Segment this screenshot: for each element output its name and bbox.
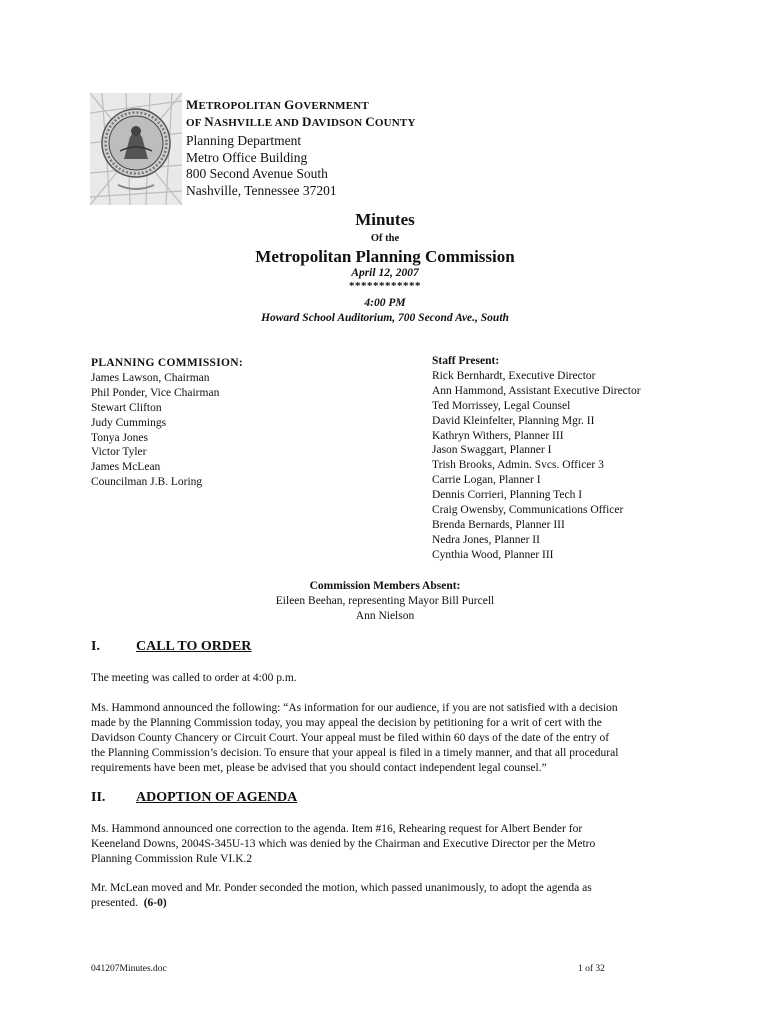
member: James McLean xyxy=(91,461,161,474)
text-line: Mr. McLean moved and Mr. Ponder seconded the motion, which passed unanimously, to adopt the agenda as xyxy=(91,882,592,894)
staff-member: Dennis Corrieri, Planning Tech I xyxy=(432,489,583,502)
absent-member: Eileen Beehan, representing Mayor Bill Purcell xyxy=(275,595,495,607)
meeting-location: Howard School Auditorium, 700 Second Ave., South xyxy=(261,312,509,324)
absent-member: Ann Nielson xyxy=(355,610,415,622)
staff-present xyxy=(432,354,641,563)
org-line-1: METROPOLITAN GOVERNMENT xyxy=(186,97,369,112)
section-number: II. xyxy=(91,790,106,805)
staff-heading: Staff Present: xyxy=(432,355,500,367)
staff-member: Nedra Jones, Planner II xyxy=(432,533,540,546)
address-line: 800 Second Avenue South xyxy=(186,166,328,181)
commission-members xyxy=(91,356,243,490)
text-line: Davidson County Chancery or Circuit Court. Your appeal must be filed within 60 days of the date of the entry of xyxy=(91,732,610,744)
footer-page-number: 1 of 32 xyxy=(578,964,605,974)
organization-name xyxy=(186,97,416,131)
text-line: Ms. Hammond announced the following: “As information for our audience, if you are not satisfied with a decision xyxy=(91,702,618,714)
footer-filename: 041207Minutes.doc xyxy=(91,964,167,974)
member: Tonya Jones xyxy=(91,431,149,444)
staff-member: Rick Bernhardt, Executive Director xyxy=(432,369,596,382)
address-line: Metro Office Building xyxy=(186,149,308,165)
section-heading-call-to-order xyxy=(91,639,251,655)
member: Judy Cummings xyxy=(91,416,167,429)
text-line: Ms. Hammond announced one correction to the agenda. Item #16, Rehearing request for Albert Bender for xyxy=(91,823,583,835)
text-line xyxy=(91,896,691,911)
staff-member: David Kleinfelter, Planning Mgr. II xyxy=(432,414,595,427)
org-line-2: OF NASHVILLE AND DAVIDSON COUNTY xyxy=(186,114,416,129)
member: Phil Ponder, Vice Chairman xyxy=(91,386,220,399)
staff-member: Ted Morrissey, Legal Counsel xyxy=(432,399,571,412)
meeting-time: 4:00 PM xyxy=(364,297,406,309)
staff-member: Cynthia Wood, Planner III xyxy=(432,548,554,561)
separator: ************ xyxy=(349,280,421,292)
member: James Lawson, Chairman xyxy=(91,371,210,384)
text-line: the Planning Commission’s decision. To ensure that your appeal is filed in a timely manner, and that all procedural xyxy=(91,747,619,759)
commission-heading: PLANNING COMMISSION: xyxy=(91,357,243,369)
staff-member: Brenda Bernards, Planner III xyxy=(432,518,565,531)
staff-member: Carrie Logan, Planner I xyxy=(432,474,541,487)
section-number: I. xyxy=(91,639,100,654)
address-line: Planning Department xyxy=(186,133,302,148)
text-line: requirements have been met, please be advised that you should contact independent legal counsel.” xyxy=(91,762,547,774)
section-title: CALL TO ORDER xyxy=(136,639,252,654)
staff-member: Craig Owensby, Communications Officer xyxy=(432,504,624,517)
vote-count: (6-0) xyxy=(143,897,167,909)
department-address xyxy=(186,133,337,199)
staff-member: Jason Swaggart, Planner I xyxy=(432,444,552,457)
staff-member: Ann Hammond, Assistant Executive Director xyxy=(432,384,641,397)
staff-member: Trish Brooks, Admin. Svcs. Officer 3 xyxy=(432,459,604,472)
members-absent xyxy=(0,579,770,624)
paragraph-appeal-notice xyxy=(91,701,691,776)
doc-title: Minutes xyxy=(355,210,415,229)
commission-title: Metropolitan Planning Commission xyxy=(255,247,515,266)
meeting-date: April 12, 2007 xyxy=(351,267,419,279)
address-line: Nashville, Tennessee 37201 xyxy=(186,182,337,198)
paragraph: The meeting was called to order at 4:00 p.m. xyxy=(91,672,297,684)
staff-member: Kathryn Withers, Planner III xyxy=(432,429,564,442)
text-line: Planning Commission Rule VI.K.2 xyxy=(91,853,253,865)
paragraph-agenda-correction xyxy=(91,822,691,867)
city-seal-icon xyxy=(90,93,182,205)
member: Victor Tyler xyxy=(91,446,147,459)
member: Stewart Clifton xyxy=(91,401,162,414)
absent-heading: Commission Members Absent: xyxy=(309,580,461,592)
text-line: made by the Planning Commission today, you may appeal the decision by petitioning for a writ of cert with the xyxy=(91,717,602,729)
paragraph-motion xyxy=(91,881,691,911)
text-fragment: presented. xyxy=(91,897,138,909)
doc-subtitle-of: Of the xyxy=(370,233,400,244)
section-title: ADOPTION OF AGENDA xyxy=(136,790,298,805)
member: Councilman J.B. Loring xyxy=(91,476,203,489)
text-line: Keeneland Downs, 2004S-345U-13 which was denied by the Chairman and Executive Director per the Metro xyxy=(91,838,596,850)
section-heading-adoption-of-agenda xyxy=(91,790,297,806)
